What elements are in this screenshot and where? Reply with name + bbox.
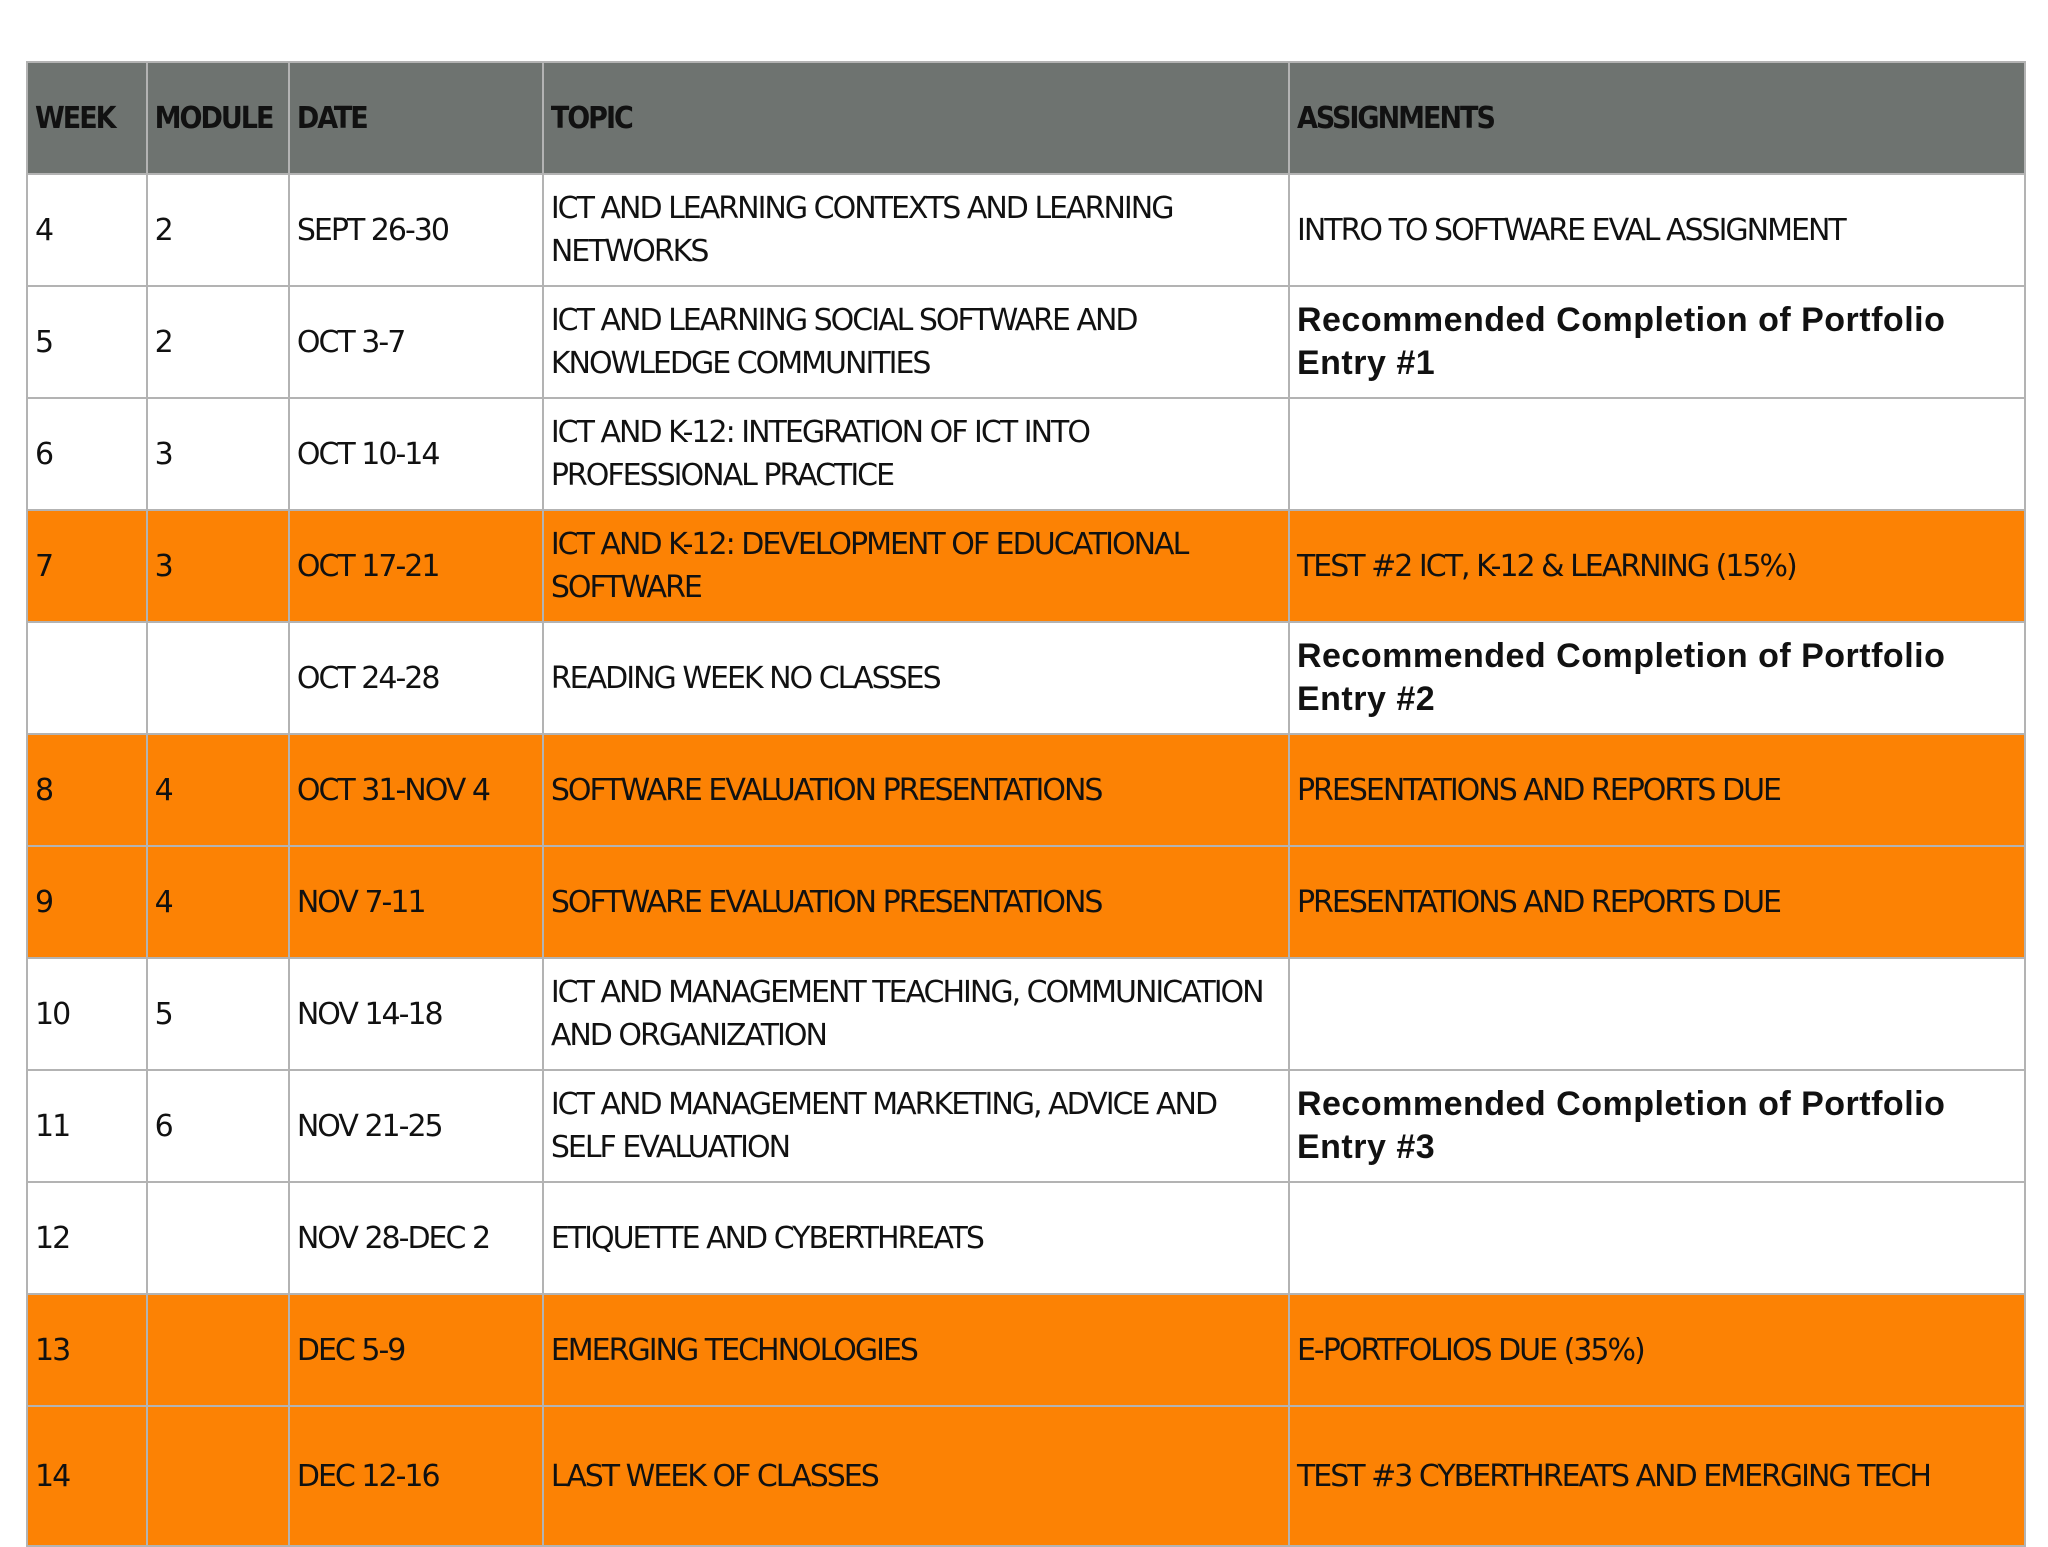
cell-date: NOV 14-18 (289, 958, 543, 1070)
table-row (27, 1182, 2025, 1294)
cell-topic: SOFTWARE EVALUATION PRESENTATIONS (543, 846, 1289, 958)
table-row-highlighted (27, 846, 2025, 958)
cell-assignments: PRESENTATIONS AND REPORTS DUE (1289, 734, 2025, 846)
cell-week: 9 (27, 846, 147, 958)
table-row (27, 622, 2025, 734)
header-module: MODULE (147, 62, 289, 174)
cell-topic: EMERGING TECHNOLOGIES (543, 1294, 1289, 1406)
cell-topic: ICT AND K-12: INTEGRATION OF ICT INTO PROFESSIONAL PRACTICE (543, 398, 1289, 510)
cell-assignments: E-PORTFOLIOS DUE (35%) (1289, 1294, 2025, 1406)
cell-module (147, 1182, 289, 1294)
cell-topic: ICT AND MANAGEMENT MARKETING, ADVICE AND SELF EVALUATION (543, 1070, 1289, 1182)
table-row (27, 398, 2025, 510)
cell-date: NOV 7-11 (289, 846, 543, 958)
cell-week: 8 (27, 734, 147, 846)
cell-module: 2 (147, 286, 289, 398)
table-row (27, 174, 2025, 286)
cell-date: OCT 10-14 (289, 398, 543, 510)
cell-assignments: TEST #2 ICT, K-12 & LEARNING (15%) (1289, 510, 2025, 622)
cell-week: 12 (27, 1182, 147, 1294)
cell-assignments: Recommended Completion of Portfolio Entry #2 (1289, 622, 2025, 734)
table-row-highlighted (27, 734, 2025, 846)
cell-date: SEPT 26-30 (289, 174, 543, 286)
cell-topic: ICT AND MANAGEMENT TEACHING, COMMUNICATION AND ORGANIZATION (543, 958, 1289, 1070)
table-body (27, 174, 2025, 1546)
cell-assignments (1289, 958, 2025, 1070)
cell-week: 7 (27, 510, 147, 622)
header-assignments: ASSIGNMENTS (1289, 62, 2025, 174)
header-date: DATE (289, 62, 543, 174)
cell-topic: ICT AND LEARNING SOCIAL SOFTWARE AND KNOWLEDGE COMMUNITIES (543, 286, 1289, 398)
cell-assignments: Recommended Completion of Portfolio Entry #1 (1289, 286, 2025, 398)
cell-topic: ICT AND LEARNING CONTEXTS AND LEARNING NETWORKS (543, 174, 1289, 286)
cell-week: 13 (27, 1294, 147, 1406)
cell-date: DEC 12-16 (289, 1406, 543, 1546)
cell-date: NOV 21-25 (289, 1070, 543, 1182)
cell-week: 10 (27, 958, 147, 1070)
table-row-highlighted (27, 1294, 2025, 1406)
table-row-highlighted (27, 1406, 2025, 1546)
cell-date: OCT 31-NOV 4 (289, 734, 543, 846)
cell-date: OCT 24-28 (289, 622, 543, 734)
cell-assignments: Recommended Completion of Portfolio Entry #3 (1289, 1070, 2025, 1182)
cell-module: 6 (147, 1070, 289, 1182)
cell-topic: READING WEEK NO CLASSES (543, 622, 1289, 734)
cell-date: NOV 28-DEC 2 (289, 1182, 543, 1294)
cell-module: 3 (147, 398, 289, 510)
cell-date: OCT 3-7 (289, 286, 543, 398)
cell-assignments: INTRO TO SOFTWARE EVAL ASSIGNMENT (1289, 174, 2025, 286)
cell-module: 4 (147, 846, 289, 958)
cell-module (147, 1294, 289, 1406)
cell-assignments: PRESENTATIONS AND REPORTS DUE (1289, 846, 2025, 958)
cell-week: 14 (27, 1406, 147, 1546)
table-row (27, 1070, 2025, 1182)
cell-assignments (1289, 1182, 2025, 1294)
cell-topic: SOFTWARE EVALUATION PRESENTATIONS (543, 734, 1289, 846)
cell-module (147, 1406, 289, 1546)
cell-topic: ETIQUETTE AND CYBERTHREATS (543, 1182, 1289, 1294)
cell-date: OCT 17-21 (289, 510, 543, 622)
table-row (27, 286, 2025, 398)
table-row-highlighted (27, 510, 2025, 622)
cell-module: 3 (147, 510, 289, 622)
cell-date: DEC 5-9 (289, 1294, 543, 1406)
cell-topic: LAST WEEK OF CLASSES (543, 1406, 1289, 1546)
cell-assignments (1289, 398, 2025, 510)
cell-week: 4 (27, 174, 147, 286)
cell-module: 5 (147, 958, 289, 1070)
cell-topic: ICT AND K-12: DEVELOPMENT OF EDUCATIONAL SOFTWARE (543, 510, 1289, 622)
cell-week (27, 622, 147, 734)
table-row (27, 958, 2025, 1070)
cell-week: 5 (27, 286, 147, 398)
cell-week: 11 (27, 1070, 147, 1182)
cell-week: 6 (27, 398, 147, 510)
cell-assignments: TEST #3 CYBERTHREATS AND EMERGING TECH (1289, 1406, 2025, 1546)
table-header-row (27, 62, 2025, 174)
header-topic: TOPIC (543, 62, 1289, 174)
header-week: WEEK (27, 62, 147, 174)
cell-module (147, 622, 289, 734)
course-schedule-table (26, 61, 2026, 1547)
cell-module: 4 (147, 734, 289, 846)
cell-module: 2 (147, 174, 289, 286)
